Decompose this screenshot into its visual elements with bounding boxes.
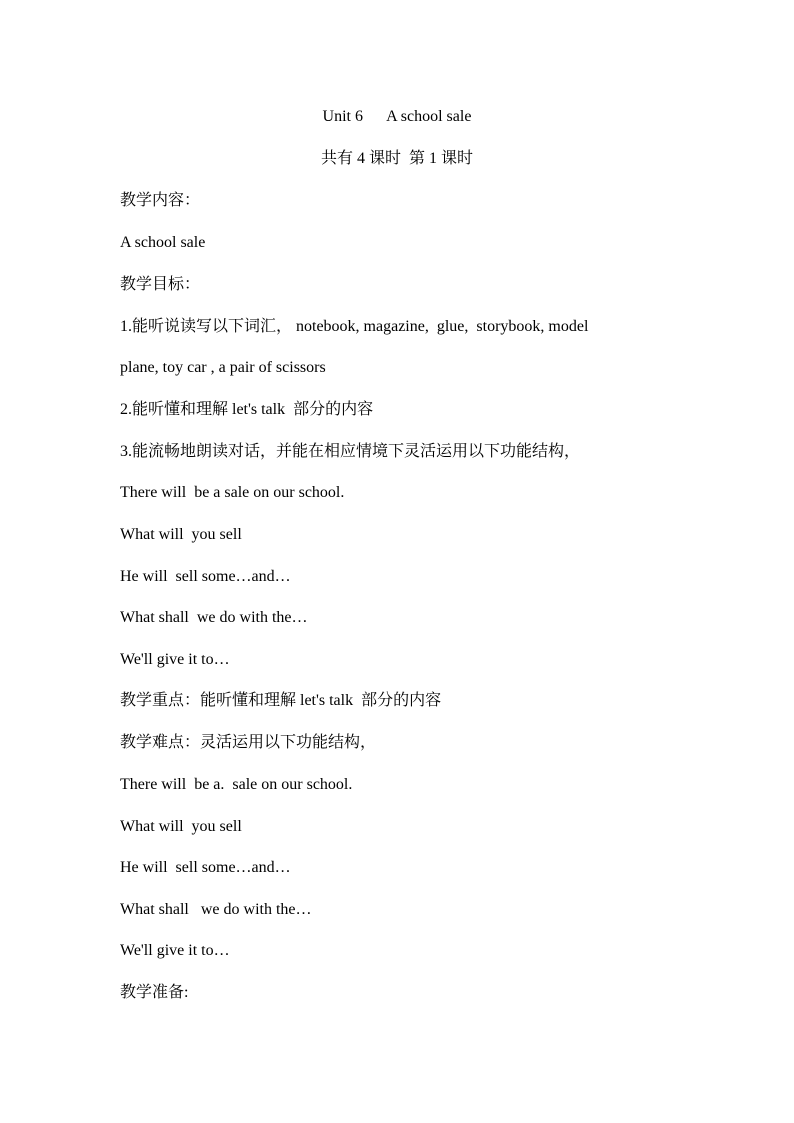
structure-line: What will you sell [120,818,242,835]
section-heading-content: 教学内容： [120,192,201,209]
section-difficulties: 教学难点：灵活运用以下功能结构， [120,734,377,751]
structure-line: We'll give it to… [120,651,230,668]
structure-line: There will be a. sale on our school. [120,776,353,793]
structure-line: There will be a sale on our school. [120,484,345,501]
section-key-points: 教学重点：能听懂和理解 let's talk 部分的内容 [120,692,442,709]
structure-line: He will sell some…and… [120,568,291,585]
structure-line: What shall we do with the… [120,609,308,626]
document-title: Unit 6 A school sale [322,108,472,125]
objective-2: 2.能听懂和理解 let's talk 部分的内容 [120,401,374,418]
structure-line: What will you sell [120,526,242,543]
objective-1-line-2: plane, toy car , a pair of scissors [120,359,326,376]
document-subtitle: 共有 4 课时 第 1 课时 [320,150,473,167]
section-preparation: 教学准备: [120,984,189,1001]
objective-1-line-1: 1.能听说读写以下词汇， notebook, magazine, glue, storybook, model [120,318,589,335]
structure-line: He will sell some…and… [120,859,291,876]
structure-line: We'll give it to… [120,942,230,959]
objective-3: 3.能流畅地朗读对话，并能在相应情境下灵活运用以下功能结构， [120,443,581,460]
content-text: A school sale [120,234,206,251]
section-heading-objectives: 教学目标： [120,276,201,293]
structure-line: What shall we do with the… [120,901,312,918]
